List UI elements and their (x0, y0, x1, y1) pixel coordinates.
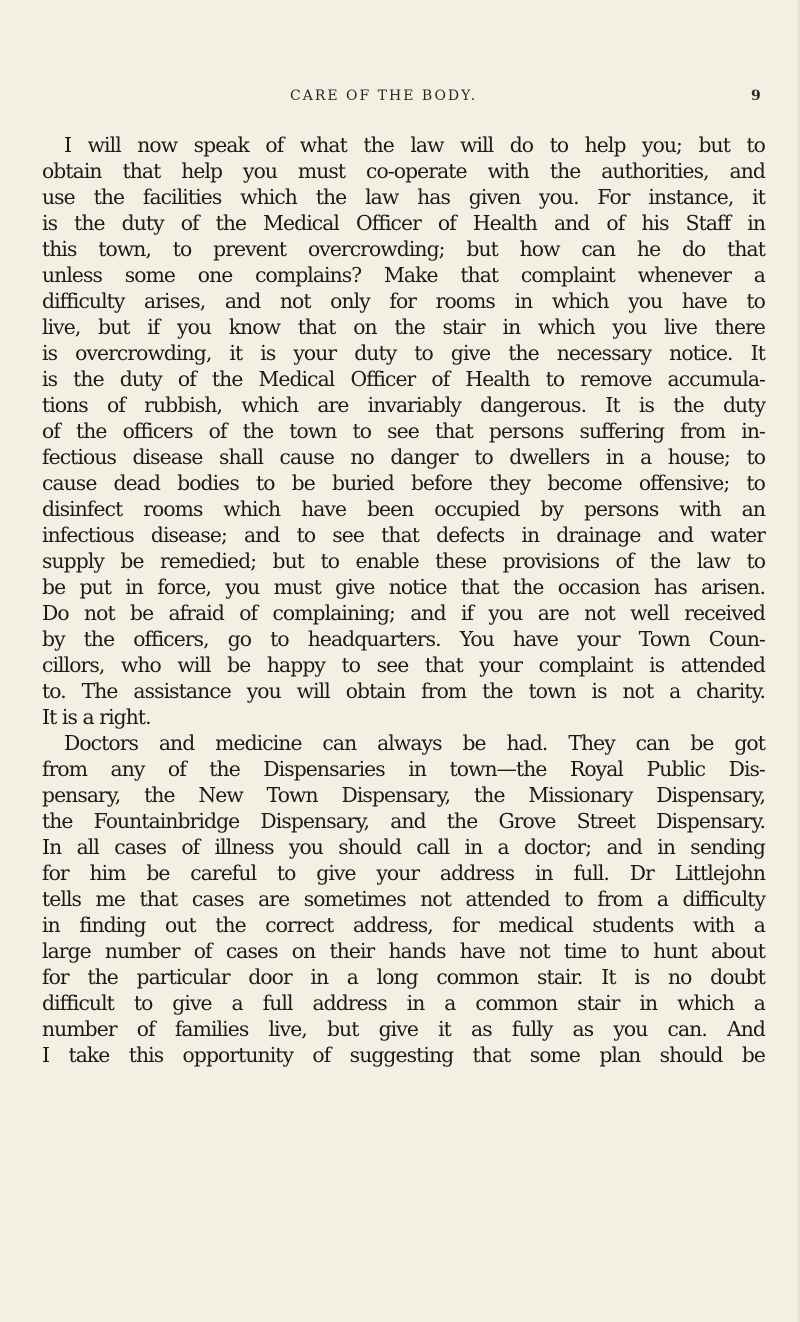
text-line: cause dead bodies to be buried before they become offensive; to (42, 471, 765, 495)
text-line: of the officers of the town to see that persons suffering from in- (42, 419, 765, 443)
text-line: unless some one complains? Make that complaint whenever a (42, 263, 765, 287)
text-line: fectious disease shall cause no danger to dwellers in a house; to (42, 445, 765, 469)
text-line: from any of the Dispensaries in town—the Royal Public Dis- (42, 757, 765, 781)
text-line: cillors, who will be happy to see that your complaint is attended (42, 653, 765, 677)
text-line: use the facilities which the law has given you. For instance, it (42, 185, 765, 209)
text-line: pensary, the New Town Dispensary, the Missionary Dispensary, (42, 783, 765, 807)
text-line: tells me that cases are sometimes not attended to from a difficulty (42, 887, 765, 911)
text-line: supply be remedied; but to enable these provisions of the law to (42, 549, 765, 573)
text-line: large number of cases on their hands have not time to hunt about (42, 939, 765, 963)
text-line: Do not be afraid of complaining; and if you are not well received (42, 601, 765, 625)
text-line: difficult to give a full address in a common stair in which a (42, 991, 765, 1015)
text-line: In all cases of illness you should call in a doctor; and in sending (42, 835, 765, 859)
text-line: difficulty arises, and not only for rooms in which you have to (42, 289, 765, 313)
text-line: for him be careful to give your address in full. Dr Littlejohn (42, 861, 765, 885)
text-line: disinfect rooms which have been occupied by persons with an (42, 497, 765, 521)
page-number: 9 (751, 88, 761, 104)
text-line: infectious disease; and to see that defects in drainage and water (42, 523, 765, 547)
text-line: is the duty of the Medical Officer of Health and of his Staff in (42, 211, 765, 235)
text-line: in finding out the correct address, for medical students with a (42, 913, 765, 937)
text-line: Doctors and medicine can always be had. They can be got (64, 731, 765, 755)
text-line: to. The assistance you will obtain from the town is not a charity. (42, 679, 765, 703)
text-line: by the officers, go to headquarters. You have your Town Coun- (42, 627, 765, 651)
text-line: is the duty of the Medical Officer of Health to remove accumula- (42, 367, 765, 391)
page-edge-shadow (796, 0, 800, 1322)
text-line: I take this opportunity of suggesting that some plan should be (42, 1043, 765, 1067)
text-line: be put in force, you must give notice that the occasion has arisen. (42, 575, 765, 599)
text-line: for the particular door in a long common stair. It is no doubt (42, 965, 765, 989)
text-line: live, but if you know that on the stair in which you live there (42, 315, 765, 339)
text-line: the Fountainbridge Dispensary, and the Grove Street Dispensary. (42, 809, 765, 833)
text-line: this town, to prevent overcrowding; but how can he do that (42, 237, 765, 261)
text-line: is overcrowding, it is your duty to give the necessary notice. It (42, 341, 765, 365)
text-line: It is a right. (42, 705, 151, 729)
text-line: obtain that help you must co-operate with the authorities, and (42, 159, 765, 183)
running-head: CARE OF THE BODY. (290, 88, 478, 104)
text-line: tions of rubbish, which are invariably dangerous. It is the duty (42, 393, 765, 417)
text-line: number of families live, but give it as fully as you can. And (42, 1017, 765, 1041)
text-line: I will now speak of what the law will do to help you; but to (64, 133, 765, 157)
